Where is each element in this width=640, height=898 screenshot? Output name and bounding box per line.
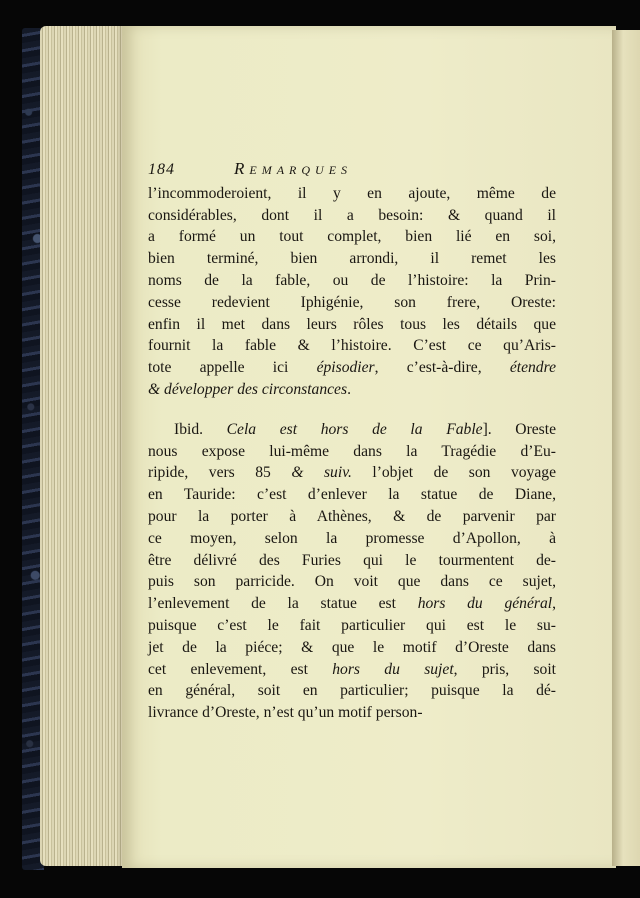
page-header bbox=[148, 158, 556, 182]
text-line bbox=[148, 292, 556, 314]
page-text bbox=[148, 158, 556, 724]
page-edges bbox=[40, 26, 130, 866]
text-run: noms de la fable, ou de l’histoire: la Prin- bbox=[148, 271, 556, 289]
text-line bbox=[148, 680, 556, 702]
text-line bbox=[148, 183, 556, 205]
text-run: , pris, soit bbox=[453, 660, 557, 678]
italic-text: & développer des circonstances bbox=[148, 380, 348, 398]
text-run: l’objet de son voyage bbox=[351, 464, 556, 482]
text-run: ce moyen, selon la promesse d’Apollon, à bbox=[148, 529, 556, 547]
italic-text: Cela est hors de la Fable bbox=[226, 420, 483, 438]
text-line bbox=[148, 615, 556, 637]
italic-text: & suiv. bbox=[291, 464, 352, 482]
italic-text: épisodier bbox=[316, 359, 375, 377]
text-run: enfin il met dans leurs rôles tous les détails que bbox=[148, 315, 556, 333]
text-run: puis son parricide. On voit que dans ce sujet, bbox=[148, 573, 556, 591]
text-line bbox=[148, 702, 556, 724]
text-line bbox=[148, 462, 556, 484]
facing-page-edge bbox=[612, 30, 640, 866]
text-run: a formé un tout complet, bien lié en soi, bbox=[148, 228, 556, 246]
text-run: considérables, dont il a besoin: & quand il bbox=[148, 206, 556, 224]
running-head-text: Remarques bbox=[234, 159, 353, 178]
text-run: , c’est-à-dire, bbox=[374, 359, 510, 377]
text-run: en Tauride: c’est d’enlever la statue de Diane, bbox=[148, 486, 556, 504]
text-line bbox=[148, 571, 556, 593]
text-run: être délivré des Furies qui le tourmentent de- bbox=[148, 551, 556, 569]
text-run: l’enlevement de la statue est bbox=[148, 595, 418, 613]
italic-text: étendre bbox=[509, 359, 556, 377]
text-line bbox=[148, 270, 556, 292]
text-line bbox=[148, 637, 556, 659]
text-line bbox=[148, 357, 556, 379]
text-run: en général, soit en particulier; puisque la dé- bbox=[148, 682, 556, 700]
text-run: fournit la fable & l’histoire. C’est ce qu’Aris- bbox=[148, 337, 556, 355]
text-line bbox=[148, 506, 556, 528]
paragraph-gap bbox=[148, 401, 556, 419]
text-run: nous expose lui-même dans la Tragédie d’Eu- bbox=[148, 442, 556, 460]
text-line bbox=[148, 419, 556, 441]
text-line bbox=[148, 441, 556, 463]
text-run: ripide, vers 85 bbox=[148, 464, 292, 482]
text-line bbox=[148, 205, 556, 227]
text-run: l’incommoderoient, il y en ajoute, même de bbox=[148, 184, 556, 202]
running-head bbox=[234, 158, 352, 182]
paragraph bbox=[148, 183, 556, 401]
text-run: puisque c’est le fait particulier qui est le su- bbox=[148, 616, 556, 634]
text-run: jet de la piéce; & que le motif d’Oreste dans bbox=[148, 638, 556, 656]
text-run: tote appelle ici bbox=[148, 359, 317, 377]
text-run: cet enlevement, est bbox=[148, 660, 333, 678]
text-line bbox=[148, 248, 556, 270]
italic-text: hors du sujet bbox=[332, 660, 454, 678]
text-line bbox=[148, 659, 556, 681]
text-run: livrance d’Oreste, n’est qu’un motif person- bbox=[148, 704, 423, 722]
text-run: ]. Oreste bbox=[482, 420, 557, 438]
text-line bbox=[148, 335, 556, 357]
text-run: . bbox=[347, 380, 351, 398]
text-line bbox=[148, 528, 556, 550]
text-run: Ibid. bbox=[174, 420, 227, 438]
text-run: cesse redevient Iphigénie, son frere, Oreste: bbox=[148, 293, 556, 311]
paragraph bbox=[148, 419, 556, 724]
text-line bbox=[148, 550, 556, 572]
text-line bbox=[148, 484, 556, 506]
text-run: pour la porter à Athènes, & de parvenir par bbox=[148, 507, 556, 525]
text-run: , bbox=[552, 595, 556, 613]
text-run: bien terminé, bien arrondi, il remet les bbox=[148, 250, 556, 268]
text-line bbox=[148, 226, 556, 248]
body-text bbox=[148, 183, 556, 724]
page-number: 184 bbox=[148, 161, 175, 178]
text-line bbox=[148, 593, 556, 615]
italic-text: hors du général bbox=[417, 595, 553, 613]
text-line bbox=[148, 379, 556, 401]
text-line bbox=[148, 314, 556, 336]
